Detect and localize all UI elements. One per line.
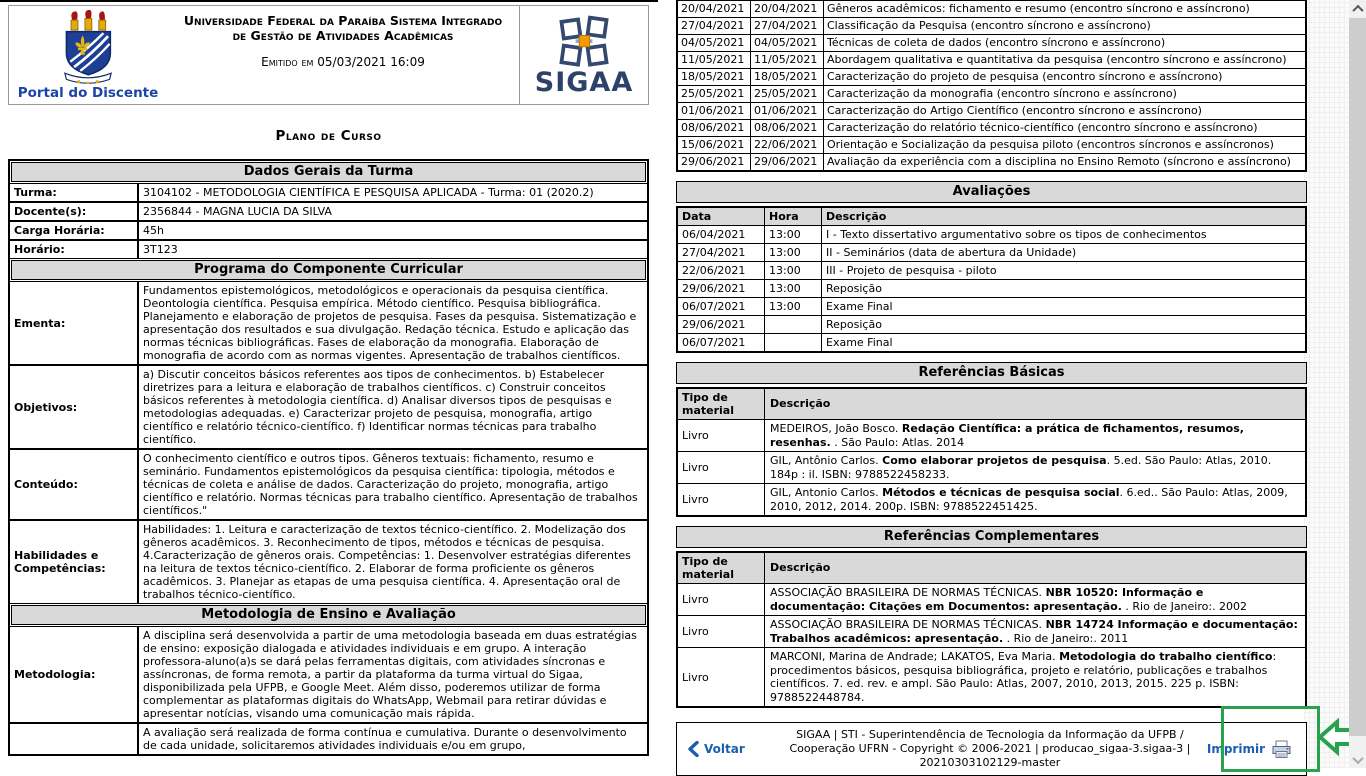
cronograma-table — [676, 0, 1307, 172]
table-row — [10, 365, 647, 449]
sigaa-logo-icon — [555, 15, 613, 71]
section-header-dados-gerais: Dados Gerais da Turma — [11, 162, 646, 182]
printer-icon — [1271, 740, 1292, 759]
date-cell: 04/05/2021 — [678, 35, 751, 51]
table-header-row — [678, 389, 1305, 420]
date-cell: 29/06/2021 — [751, 154, 824, 170]
section-header-programa: Programa do Componente Curricular — [11, 260, 646, 280]
description-cell: Exame Final — [826, 300, 893, 313]
table-row — [10, 449, 647, 520]
table-row — [678, 316, 1305, 334]
reference-cell: ASSOCIAÇÃO BRASILEIRA DE NORMAS TÉCNICAS. NBR 14724 Informação e documentação: Trabalhos acadêmicos: apresentação. . Rio de Janeiro:. 2011 — [770, 618, 1298, 645]
description-cell: Avaliação da experiência com a disciplina no Ensino Remoto (síncrono e assíncrono) — [827, 155, 1291, 168]
date-cell: 11/05/2021 — [678, 52, 751, 68]
row-label: Horário: — [14, 243, 65, 256]
material-type-cell: Livro — [678, 452, 765, 483]
material-type-cell: Livro — [678, 420, 765, 451]
material-type-cell: Livro — [678, 648, 765, 706]
date-cell: 06/04/2021 — [678, 226, 765, 243]
reference-cell: GIL, Antônio Carlos. Como elaborar projetos de pesquisa. 5.ed. São Paulo: Atlas, 2010. 184p : il. ISBN: 9788522458233. — [770, 454, 1272, 481]
emitted-timestamp: Emitido em 05/03/2021 16:09 — [261, 55, 425, 69]
copyright-text: SIGAA | STI - Superintendência de Tecnologia da Informação da UFPB / Cooperação UFRN - Copyright © 2006-2021 | producao_sigaa-3.sigaa-3 | 20210303102129-master — [789, 728, 1191, 769]
row-value: a) Discutir conceitos básicos referentes aos tipos de conhecimentos. b) Estabelecer diretrizes para a leitura e elaboração de trabalhos científicos. c) Construir conceitos básicos referentes à metodologia científica. d) Analisar diversos tipos de pesquisas e metodologias adequadas. e) Caracterizar projeto de pesquisa, monografia, artigo científico e relatório técnico-científico. f) Identificar normas técnicas para trabalho científico. — [137, 366, 647, 448]
time-cell: 13:00 — [765, 280, 822, 297]
chevron-up-icon — [1352, 4, 1363, 15]
column-header: Descrição — [770, 561, 831, 575]
table-row — [678, 616, 1305, 648]
date-cell: 27/04/2021 — [678, 18, 751, 34]
date-cell: 29/06/2021 — [678, 154, 751, 170]
date-cell: 20/04/2021 — [678, 1, 751, 17]
scroll-down-button[interactable] — [1349, 751, 1366, 768]
row-value: Fundamentos epistemológicos, metodológicos e operacionais da pesquisa científica. Deontologia científica. Pesquisa empírica. Método científico. Pesquisa bibliográfica. Planejamento e elaboração de projetos de pesquisa. Fases da pesquisa. Sistematização e apresentação dos resultados e sua divulgação. Redação técnica. Estudo e aplicação das normas técnicas bibliográficas. Fases de elaboração da monografia. Elaboração de monografia de acordo com as normas vigentes. Apresentação de trabalhos científicos. — [137, 282, 647, 364]
chevron-down-icon — [1352, 752, 1363, 763]
date-cell: 11/05/2021 — [751, 52, 824, 68]
description-cell: Técnicas de coleta de dados (encontro síncrono e assíncrono) — [827, 36, 1166, 49]
date-cell: 27/04/2021 — [678, 244, 765, 261]
date-cell: 20/04/2021 — [751, 1, 824, 17]
table-header-row — [678, 208, 1305, 226]
vertical-scrollbar[interactable] — [1349, 0, 1366, 768]
table-row — [678, 484, 1305, 515]
date-cell: 22/06/2021 — [678, 262, 765, 279]
course-plan-table — [8, 159, 649, 756]
reference-cell: MEDEIROS, João Bosco. Redação Científica: a prática de fichamentos, resumos, resenhas. . São Paulo: Atlas. 2014 — [770, 422, 1244, 449]
table-row — [678, 137, 1305, 154]
column-header: Descrição — [770, 397, 831, 411]
table-row — [678, 120, 1305, 137]
description-cell: Caracterização do projeto de pesquisa (encontro síncrono e assíncrono) — [827, 70, 1223, 83]
table-row — [678, 452, 1305, 484]
header-crest-cell — [9, 6, 167, 104]
row-label: Docente(s): — [14, 205, 87, 218]
row-label: Habilidades e Competências: — [14, 549, 106, 575]
row-label: Carga Horária: — [14, 224, 105, 237]
row-value: 3T123 — [137, 241, 647, 258]
ufpb-crest-icon — [57, 10, 119, 84]
imprimir-label: Imprimir — [1206, 742, 1265, 756]
date-cell: 01/06/2021 — [751, 103, 824, 119]
referencias-basicas-table — [676, 387, 1307, 517]
section-header-referencias-basicas: Referências Básicas — [676, 362, 1307, 384]
description-cell: I - Texto dissertativo argumentativo sobre os tipos de conhecimentos — [826, 228, 1207, 241]
voltar-label: Voltar — [704, 742, 745, 756]
date-cell: 27/04/2021 — [751, 18, 824, 34]
date-cell: 06/07/2021 — [678, 298, 765, 315]
row-value: 2356844 - MAGNA LUCIA DA SILVA — [137, 203, 647, 220]
table-row — [10, 520, 647, 604]
reference-cell: GIL, Antonio Carlos. Métodos e técnicas de pesquisa social. 6.ed.. São Paulo: Atlas, 2009, 2010, 2012, 2014. 200p. ISBN: 9788522451425. — [770, 486, 1288, 513]
time-cell: 13:00 — [765, 244, 822, 261]
description-cell: Gêneros acadêmicos: fichamento e resumo (encontro síncrono e assíncrono) — [827, 2, 1250, 15]
table-row — [10, 221, 647, 240]
column-header: Tipo de material — [678, 389, 765, 419]
section-header-referencias-complementares: Referências Complementares — [676, 526, 1307, 548]
row-label — [10, 724, 137, 754]
imprimir-button[interactable] — [1207, 740, 1296, 759]
table-row — [678, 280, 1305, 298]
date-cell: 04/05/2021 — [751, 35, 824, 51]
section-header-metodologia: Metodologia de Ensino e Avaliação — [11, 605, 646, 625]
column-header: Hora — [765, 208, 822, 225]
description-cell: Caracterização do Artigo Científico (encontro síncrono e assíncrono) — [827, 104, 1202, 117]
description-cell: III - Projeto de pesquisa - piloto — [826, 264, 997, 277]
time-cell: 13:00 — [765, 226, 822, 243]
table-row — [10, 723, 647, 754]
page-background-pattern — [1304, 0, 1349, 768]
row-label: Objetivos: — [14, 400, 78, 414]
table-row — [678, 86, 1305, 103]
date-cell: 29/06/2021 — [678, 316, 765, 333]
sigaa-wordmark: SIGAA — [534, 67, 634, 98]
table-row — [10, 183, 647, 202]
description-cell: Reposição — [826, 282, 882, 295]
description-cell: Caracterização do relatório técnico-científico (encontro síncrono e assíncrono) — [827, 121, 1258, 134]
date-cell: 15/06/2021 — [678, 137, 751, 153]
table-row — [678, 52, 1305, 69]
scrollbar-thumb[interactable] — [1349, 18, 1366, 736]
row-label: Conteúdo: — [14, 478, 78, 491]
time-cell: 13:00 — [765, 262, 822, 279]
portal-discente-link[interactable]: Portal do Discente — [17, 85, 159, 101]
table-row — [678, 69, 1305, 86]
section-header-avaliacoes: Avaliações — [676, 181, 1307, 203]
material-type-cell: Livro — [678, 616, 765, 647]
sigaa-logo-block — [519, 6, 648, 104]
date-cell: 18/05/2021 — [678, 69, 751, 85]
table-row — [678, 420, 1305, 452]
row-label: Turma: — [14, 186, 57, 199]
reference-cell: ASSOCIAÇÃO BRASILEIRA DE NORMAS TÉCNICAS. NBR 10520: Informação e documentação: Citações em Documentos: apresentação. . Rio de Janeiro:. 2002 — [770, 586, 1248, 613]
report-header — [8, 5, 649, 105]
page-title: Plano de Curso — [275, 128, 382, 144]
table-header-row — [678, 553, 1305, 584]
date-cell: 18/05/2021 — [751, 69, 824, 85]
row-value: 3104102 - METODOLOGIA CIENTÍFICA E PESQUISA APLICADA - Turma: 01 (2020.2) — [137, 184, 647, 201]
date-cell: 08/06/2021 — [751, 120, 824, 136]
description-cell: Abordagem qualitativa e quantitativa da pesquisa (encontro síncrono e assíncrono) — [827, 53, 1287, 66]
row-value: A avaliação será realizada de forma contínua e cumulativa. Durante o desenvolvimento de cada unidade, solicitaremos atividades individuais e/ou em grupo, — [137, 724, 647, 754]
table-row — [678, 262, 1305, 280]
date-cell: 22/06/2021 — [751, 137, 824, 153]
row-label: Metodologia: — [14, 668, 96, 681]
date-cell: 01/06/2021 — [678, 103, 751, 119]
table-row — [678, 18, 1305, 35]
date-cell: 25/05/2021 — [751, 86, 824, 102]
table-row — [10, 240, 647, 259]
description-cell: Reposição — [826, 318, 882, 331]
description-cell: Caracterização da monografia (encontro síncrono e assíncrono) — [827, 87, 1177, 100]
description-cell: Exame Final — [826, 336, 893, 349]
table-row — [10, 626, 647, 723]
avaliacoes-table — [676, 206, 1307, 353]
table-row — [678, 226, 1305, 244]
chevron-left-icon — [687, 741, 699, 757]
material-type-cell: Livro — [678, 484, 765, 515]
row-value: Habilidades: 1. Leitura e caracterização de textos técnico-científico. 2. Modelização dos gêneros acadêmicos. 3. Reconhecimento de tipos, métodos e técnicas de pesquisa. 4.Caracterização de gêneros orais. Competências: 1. Desenvolver estratégias diferentes na leitura de textos técnico-científico. 2. Elaborar de forma proficiente os gêneros acadêmicos. 3. Planejar as etapas de uma pesquisa científica. 4. Apresentação oral de trabalhos técnico-científico. — [137, 521, 647, 603]
top-divider — [0, 0, 658, 2]
column-header: Data — [678, 208, 765, 225]
document-right-column — [676, 0, 1307, 776]
description-cell: Orientação e Socialização da pesquisa piloto (encontros síncronos e assíncronos) — [827, 138, 1274, 151]
date-cell: 25/05/2021 — [678, 86, 751, 102]
date-cell: 29/06/2021 — [678, 280, 765, 297]
referencias-complementares-table — [676, 551, 1307, 708]
course-plan-document — [8, 5, 649, 756]
column-header: Descrição — [826, 210, 887, 223]
scroll-up-button[interactable] — [1349, 0, 1366, 17]
date-cell: 06/07/2021 — [678, 334, 765, 351]
row-value: A disciplina será desenvolvida a partir de uma metodologia baseada em duas estratégias de ensino: exposição dialogada e atividades individuais e em grupo. A interação professora-aluno(a)s se dará pelas ferramentas digitais, com atividades síncronas e assíncronas, de forma remota, a partir da plataforma da turma virtual do Sigaa, disponibilizada pela UFPB, e Google Meet. Além disso, poderemos utilizar de forma complementar as plataformas digitais do WhatsApp, Webmail para retirar dúvidas e apresentar notícias, visando uma comunicação mais rápida. — [137, 627, 647, 722]
row-value: 45h — [137, 222, 647, 239]
description-cell: Classificação da Pesquisa (encontro síncrono e assíncrono) — [827, 19, 1151, 32]
voltar-button[interactable] — [687, 741, 773, 757]
table-row — [678, 298, 1305, 316]
university-title: Universidade Federal da Paraíba Sistema Integrado de Gestão de Atividades Acadêmicas — [183, 13, 503, 43]
table-row — [678, 103, 1305, 120]
time-cell: 13:00 — [765, 298, 822, 315]
row-label: Ementa: — [14, 316, 66, 330]
column-header: Tipo de material — [678, 553, 765, 583]
description-cell: II - Seminários (data de abertura da Unidade) — [826, 246, 1077, 259]
table-row — [678, 35, 1305, 52]
table-row — [678, 244, 1305, 262]
time-cell — [765, 316, 822, 333]
table-row — [10, 202, 647, 221]
row-value: O conhecimento científico e outros tipos. Gêneros textuais: fichamento, resumo e seminário. Fundamentos epistemológicos da pesquisa científica: tipologia, métodos e técnicas de coleta e análise de dados. Caracterização do projeto, monografia, artigo científico e relatório. Normas técnicas para trabalho científico. Apresentação de trabalhos científicos." — [137, 450, 647, 519]
table-row — [678, 1, 1305, 18]
time-cell — [765, 334, 822, 351]
reference-cell: MARCONI, Marina de Andrade; LAKATOS, Eva Maria. Metodologia do trabalho científico: procedimentos básicos, pesquisa bibliográfica, projeto e relatório, publicações e trabalhos científicos. 7. ed. rev. e ampl. São Paulo: Atlas, 2007, 2010, 2013, 2015. 225 p. ISBN: 9788522448784. — [770, 650, 1277, 704]
table-row — [10, 281, 647, 365]
table-row — [678, 584, 1305, 616]
material-type-cell: Livro — [678, 584, 765, 615]
table-row — [678, 648, 1305, 706]
table-row — [678, 334, 1305, 351]
header-title-block — [167, 6, 519, 104]
date-cell: 08/06/2021 — [678, 120, 751, 136]
table-row — [678, 154, 1305, 170]
